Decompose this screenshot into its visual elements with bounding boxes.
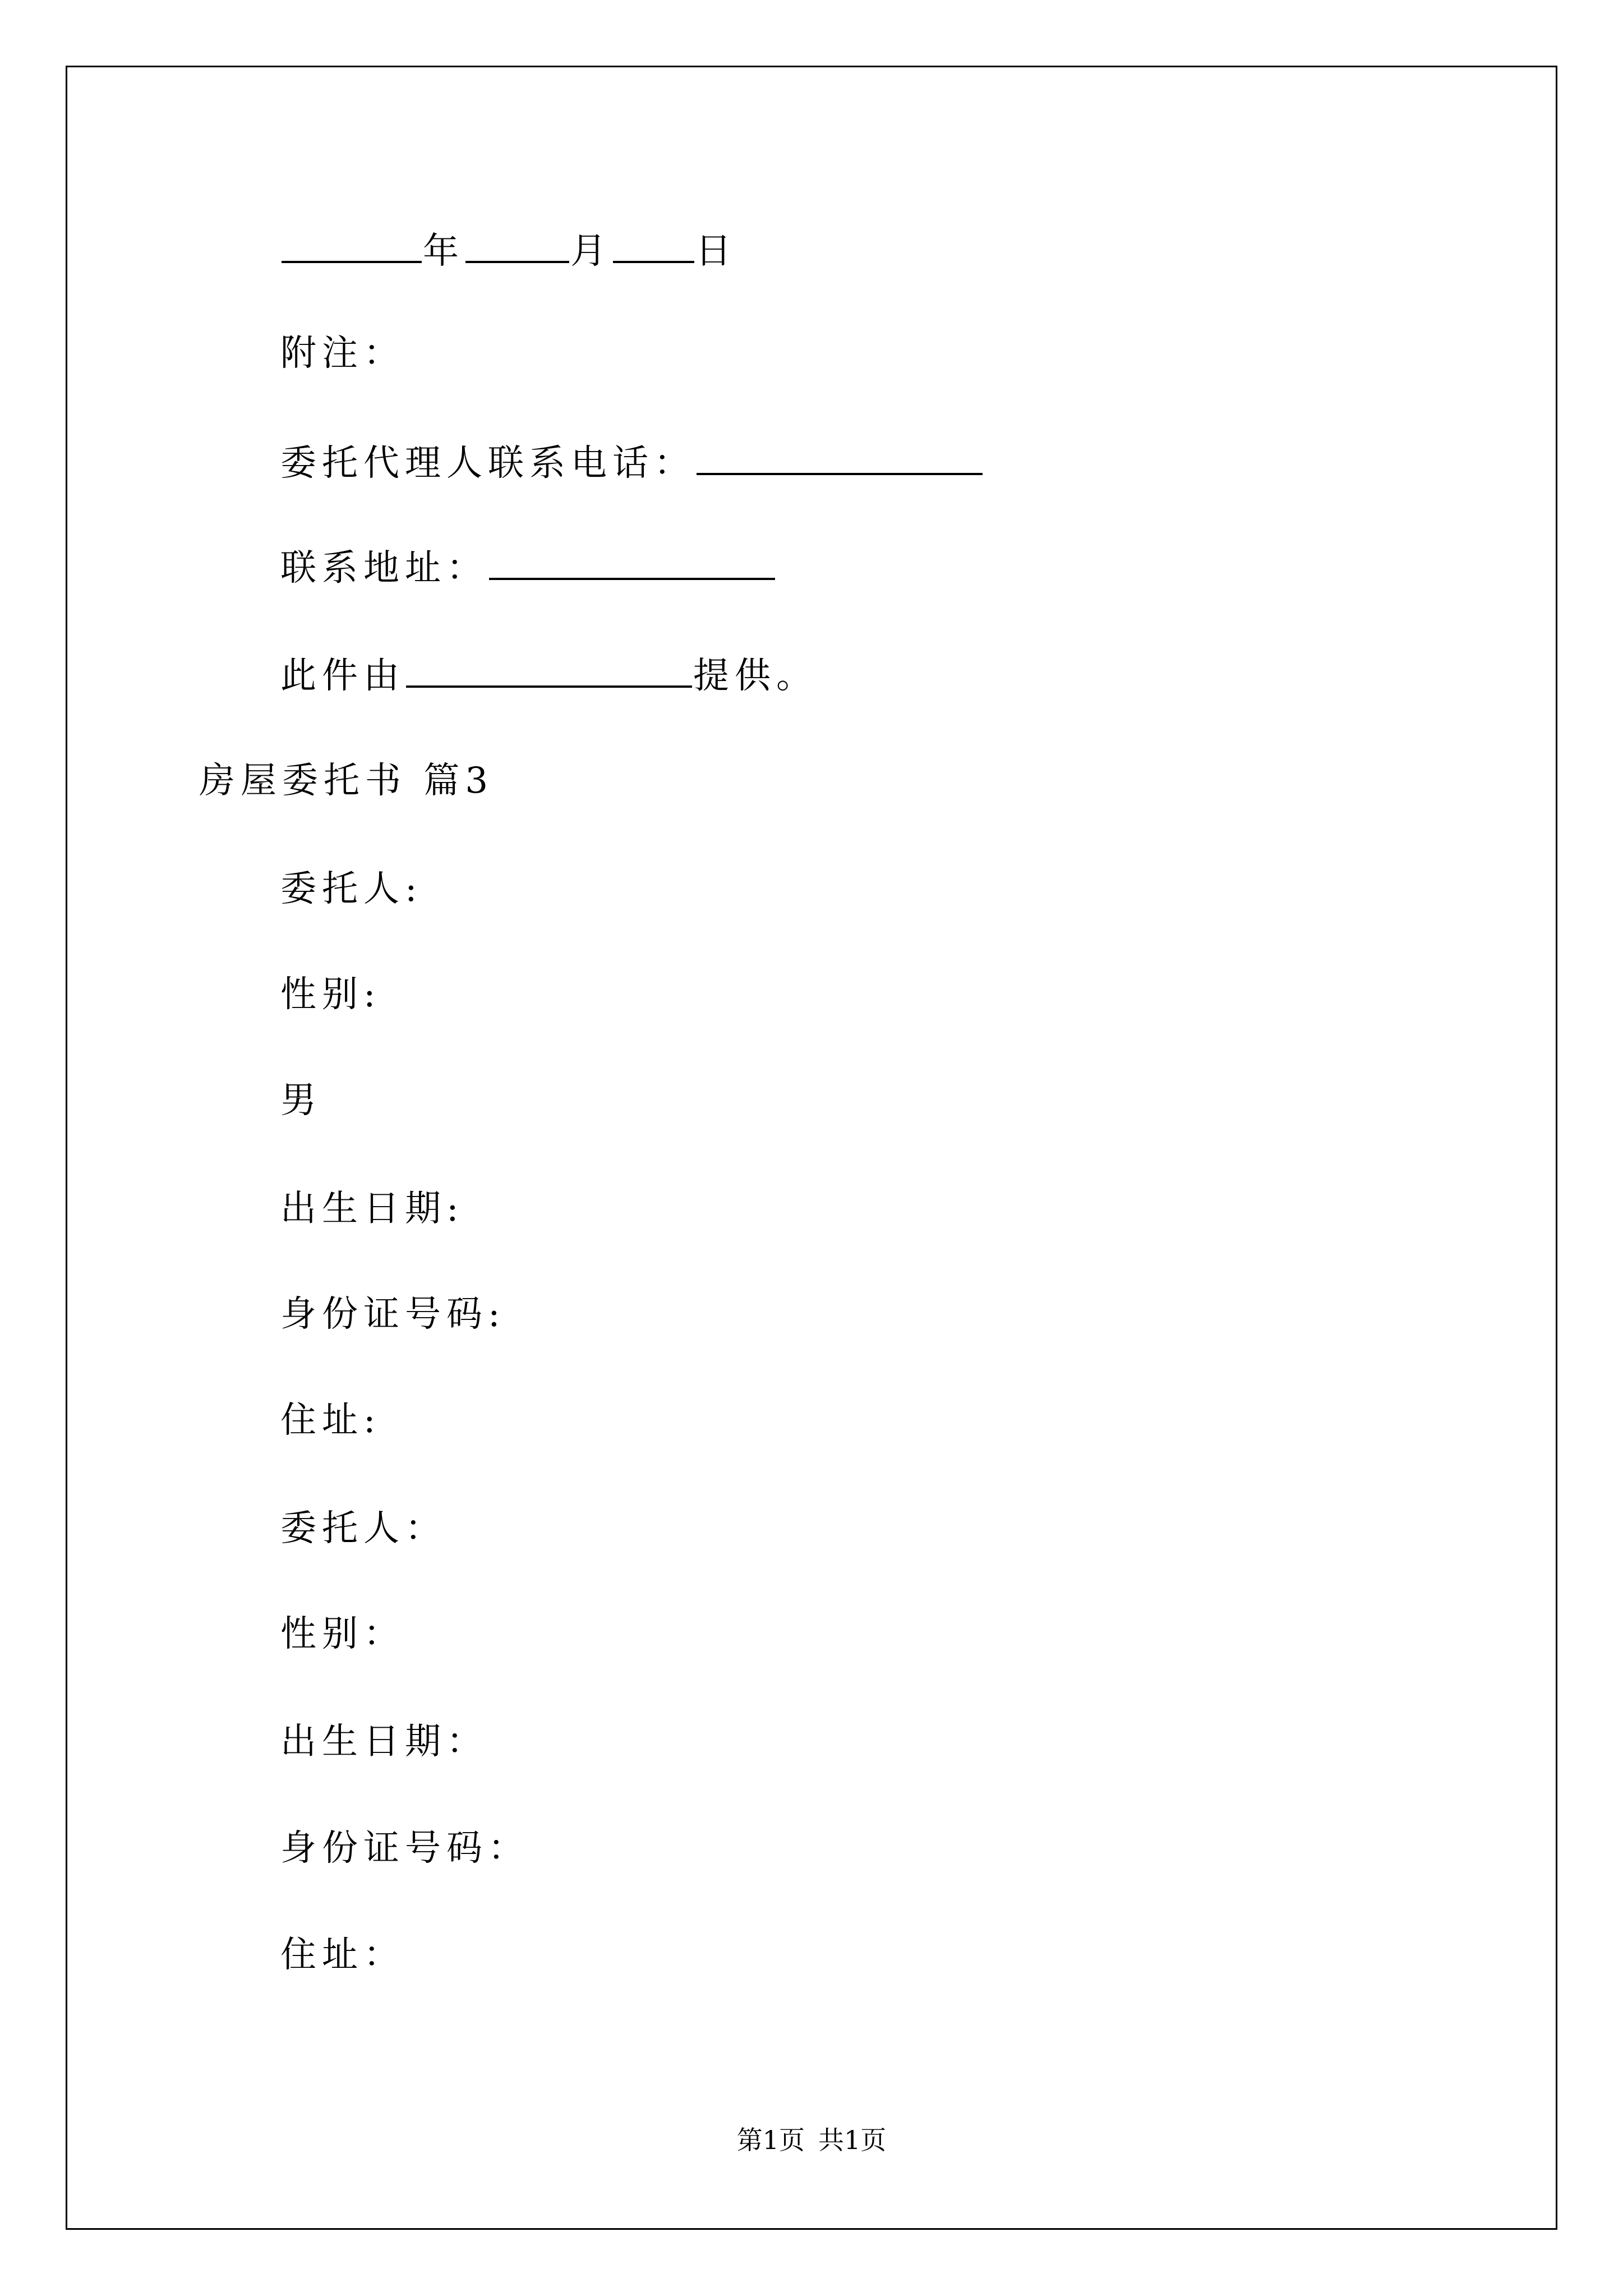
provided-by-prefix: 此件由 (280, 655, 405, 697)
field-principal: 委托人: (280, 868, 423, 910)
field-agent: 委托人： (280, 1508, 446, 1549)
date-line (280, 227, 737, 274)
note-label: 附注： (280, 333, 405, 374)
page-number: 第1页 (736, 2125, 805, 2155)
agent-phone-line (280, 439, 984, 486)
field-agent-id-number: 身份证号码： (280, 1828, 529, 1869)
section-title: 房屋委托书 篇3 (199, 760, 494, 802)
page-footer (0, 2123, 1623, 2157)
provider-blank[interactable] (406, 652, 692, 688)
provided-by-line (280, 652, 818, 698)
agent-phone-label: 委托代理人联系电话： (280, 443, 695, 484)
contact-address-label: 联系地址： (280, 547, 488, 589)
month-blank[interactable] (465, 227, 569, 263)
field-id-number: 身份证号码: (280, 1294, 506, 1335)
field-agent-birth-date: 出生日期： (280, 1721, 488, 1763)
day-label: 日 (695, 231, 737, 272)
provided-by-suffix: 提供。 (693, 655, 818, 697)
field-gender: 性别: (280, 974, 381, 1015)
year-label: 年 (423, 231, 464, 272)
agent-phone-blank[interactable] (697, 439, 983, 475)
field-birth-date: 出生日期: (280, 1188, 464, 1230)
day-blank[interactable] (613, 227, 694, 263)
page-border (66, 66, 1557, 2230)
field-agent-address: 住址： (280, 1934, 405, 1976)
field-address: 住址: (280, 1400, 381, 1441)
contact-address-blank[interactable] (489, 544, 775, 580)
year-blank[interactable] (282, 227, 422, 263)
field-gender-value: 男 (280, 1080, 322, 1121)
contact-address-line (280, 544, 776, 591)
month-label: 月 (570, 231, 612, 272)
page-total: 共1页 (818, 2125, 887, 2155)
field-agent-gender: 性别： (280, 1613, 405, 1655)
